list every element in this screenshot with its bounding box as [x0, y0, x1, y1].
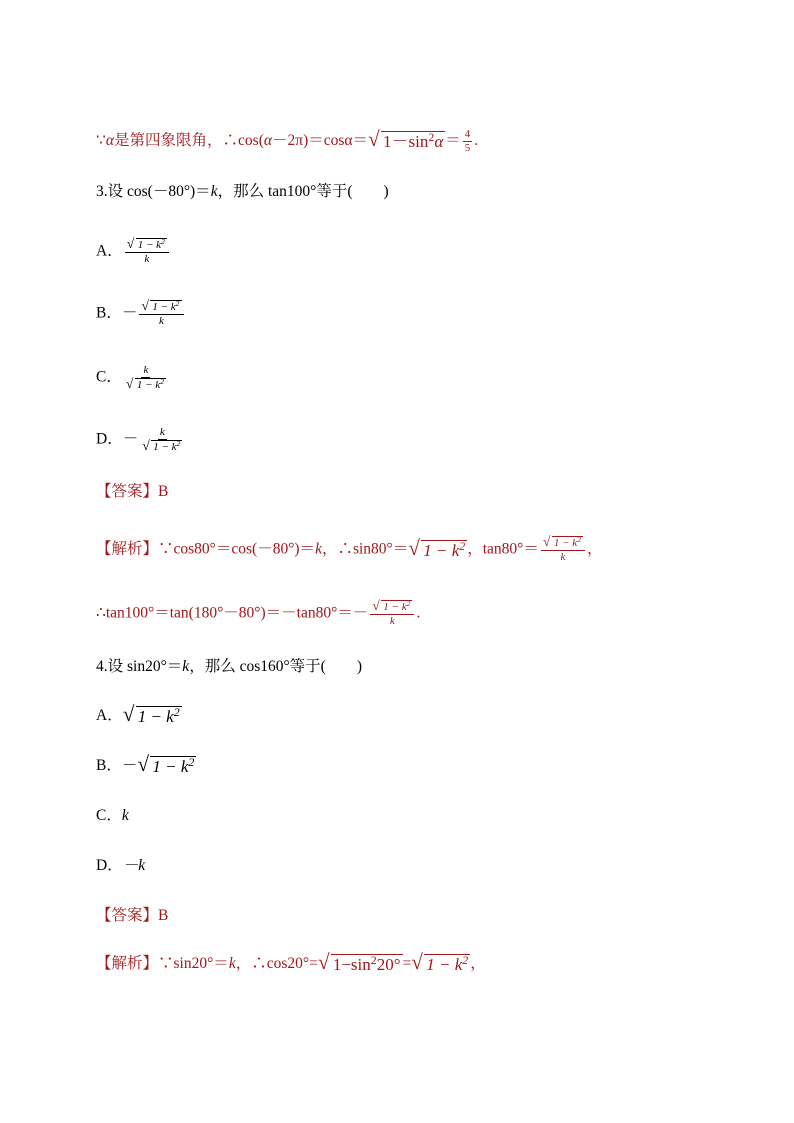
- k: k: [210, 183, 218, 200]
- option-value: －k: [122, 857, 146, 874]
- alpha: α: [263, 132, 273, 150]
- numerator: k: [143, 364, 149, 376]
- k: k: [182, 658, 190, 675]
- equals: =: [402, 955, 412, 973]
- fraction: [463, 128, 473, 155]
- prev-solution-line: [96, 128, 478, 155]
- analysis-text: ，: [587, 540, 603, 558]
- sqrt: √ $1 - k^2$: [137, 752, 195, 776]
- sqrt: √ $1-\sin^220^\circ$: [317, 950, 401, 974]
- q4-analysis-line-1: [96, 950, 486, 975]
- period: .: [474, 132, 479, 150]
- exponent: 2: [161, 237, 165, 247]
- radicand: 1 − k: [153, 441, 177, 453]
- option-label: B．: [96, 757, 122, 775]
- exponent: 2: [175, 299, 180, 309]
- radicand: 1 − k: [137, 707, 174, 726]
- expr: cos(: [238, 132, 264, 150]
- answer-label: 【答案】: [96, 907, 159, 924]
- denominator: k: [144, 253, 150, 265]
- exponent: 2: [577, 535, 582, 545]
- analysis-text: ，tan80°＝: [467, 540, 539, 558]
- fraction: √ $1 - k^2$ k: [139, 300, 183, 328]
- radicand: 1 − k: [426, 955, 463, 974]
- equals: ＝: [445, 132, 461, 150]
- denominator: k: [560, 551, 566, 563]
- stem-text: 4.设 sin20°＝: [96, 658, 183, 675]
- question-3-stem: [96, 182, 389, 202]
- exponent: 2: [459, 538, 466, 553]
- option-label: A．: [96, 242, 123, 260]
- analysis-label: 【解析】: [96, 540, 159, 558]
- analysis-text: ，∴cos20°=: [235, 955, 318, 973]
- q3-answer: [96, 482, 168, 502]
- denominator: k: [158, 315, 164, 327]
- analysis-text: ∵sin20°＝: [158, 955, 229, 973]
- exponent: 2: [173, 705, 180, 720]
- analysis-text: ∵cos80°＝cos(－80°)＝: [158, 540, 316, 558]
- radicand: 1－sin: [383, 132, 429, 151]
- analysis-label: 【解析】: [96, 955, 159, 973]
- sqrt: √ $1 - k^2$: [122, 702, 180, 726]
- fraction: √ $1 - k^2$ k: [125, 238, 169, 266]
- analysis-text: .: [416, 604, 421, 622]
- fraction: k √ $1 - k^2$: [142, 426, 181, 453]
- alpha: α: [434, 132, 444, 151]
- minus: －: [121, 757, 138, 775]
- option-label: C．: [96, 807, 122, 824]
- radicand: 1 − k: [136, 379, 161, 391]
- expr: －2π)＝cosα＝: [272, 132, 369, 150]
- radicand: 1 − k: [553, 537, 578, 549]
- q3-option-b[interactable]: [96, 300, 186, 328]
- fraction: k √ $1 - k^2$: [125, 364, 164, 391]
- numerator: 4: [464, 128, 471, 140]
- numerator: k: [159, 426, 165, 438]
- q4-option-c[interactable]: [96, 806, 129, 826]
- analysis-text: ∴tan100°＝tan(180°－80°)＝－tan80°＝－: [96, 604, 369, 622]
- therefore-symbol: ∴: [222, 132, 239, 150]
- text: 是第四象限角，: [114, 132, 223, 150]
- q3-option-d[interactable]: [96, 426, 186, 454]
- q4-option-b[interactable]: [96, 752, 196, 777]
- radicand: 20°: [376, 955, 401, 974]
- fraction: √ $1 - k^2$ k: [541, 536, 585, 564]
- stem-text: ，那么 tan100°等于( ): [217, 183, 389, 200]
- option-label: B．: [96, 304, 122, 322]
- because-symbol: ∵: [96, 132, 106, 150]
- q3-analysis-line-2: [96, 600, 420, 628]
- analysis-text: ，∴sin80°＝: [321, 540, 409, 558]
- radicand: 1 − k: [137, 239, 162, 251]
- option-label: D．: [96, 430, 123, 448]
- sqrt: √ $1 - k^2$: [411, 950, 469, 974]
- option-label: D．: [96, 857, 123, 874]
- alpha: α: [105, 132, 115, 150]
- exponent: 2: [462, 953, 469, 968]
- minus: －: [122, 430, 139, 448]
- radicand: 1 − k: [383, 601, 407, 613]
- denominator: k: [389, 615, 395, 627]
- stem-text: 3.设 cos(－80°)＝: [96, 183, 211, 200]
- exponent: 2: [406, 599, 411, 609]
- option-value: k: [121, 807, 129, 824]
- answer-value: B: [158, 907, 169, 924]
- exponent: 2: [188, 755, 195, 770]
- q4-answer: [96, 906, 168, 926]
- stem-text: ，那么 cos160°等于( ): [189, 658, 362, 675]
- q4-option-a[interactable]: [96, 702, 182, 727]
- radicand: 1−sin: [332, 955, 371, 974]
- q3-analysis-line-1: [96, 536, 603, 564]
- fraction: √ $1 - k^2$ k: [370, 600, 414, 628]
- exponent: 2: [176, 439, 181, 449]
- q4-option-d[interactable]: [96, 856, 145, 876]
- exponent: 2: [428, 130, 435, 145]
- answer-value: B: [158, 483, 169, 500]
- radicand: 1 − k: [423, 540, 460, 560]
- k: k: [315, 540, 322, 558]
- q3-option-a[interactable]: [96, 238, 171, 266]
- k: k: [228, 955, 236, 973]
- answer-label: 【答案】: [96, 483, 159, 500]
- sqrt: √ $1 - k^2$: [408, 535, 466, 560]
- radicand: 1 − k: [152, 301, 176, 313]
- radicand: 1 − k: [152, 757, 189, 776]
- exponent: 2: [160, 377, 164, 387]
- sqrt: √ $1-\sin^2\alpha$: [368, 127, 444, 151]
- exponent: 2: [370, 953, 377, 968]
- option-label: A．: [96, 707, 123, 725]
- denominator: 5: [464, 142, 471, 154]
- option-label: C．: [96, 368, 122, 386]
- q3-option-c[interactable]: [96, 364, 170, 392]
- question-4-stem: [96, 657, 362, 677]
- minus: －: [121, 304, 138, 322]
- analysis-text: ，: [470, 955, 486, 973]
